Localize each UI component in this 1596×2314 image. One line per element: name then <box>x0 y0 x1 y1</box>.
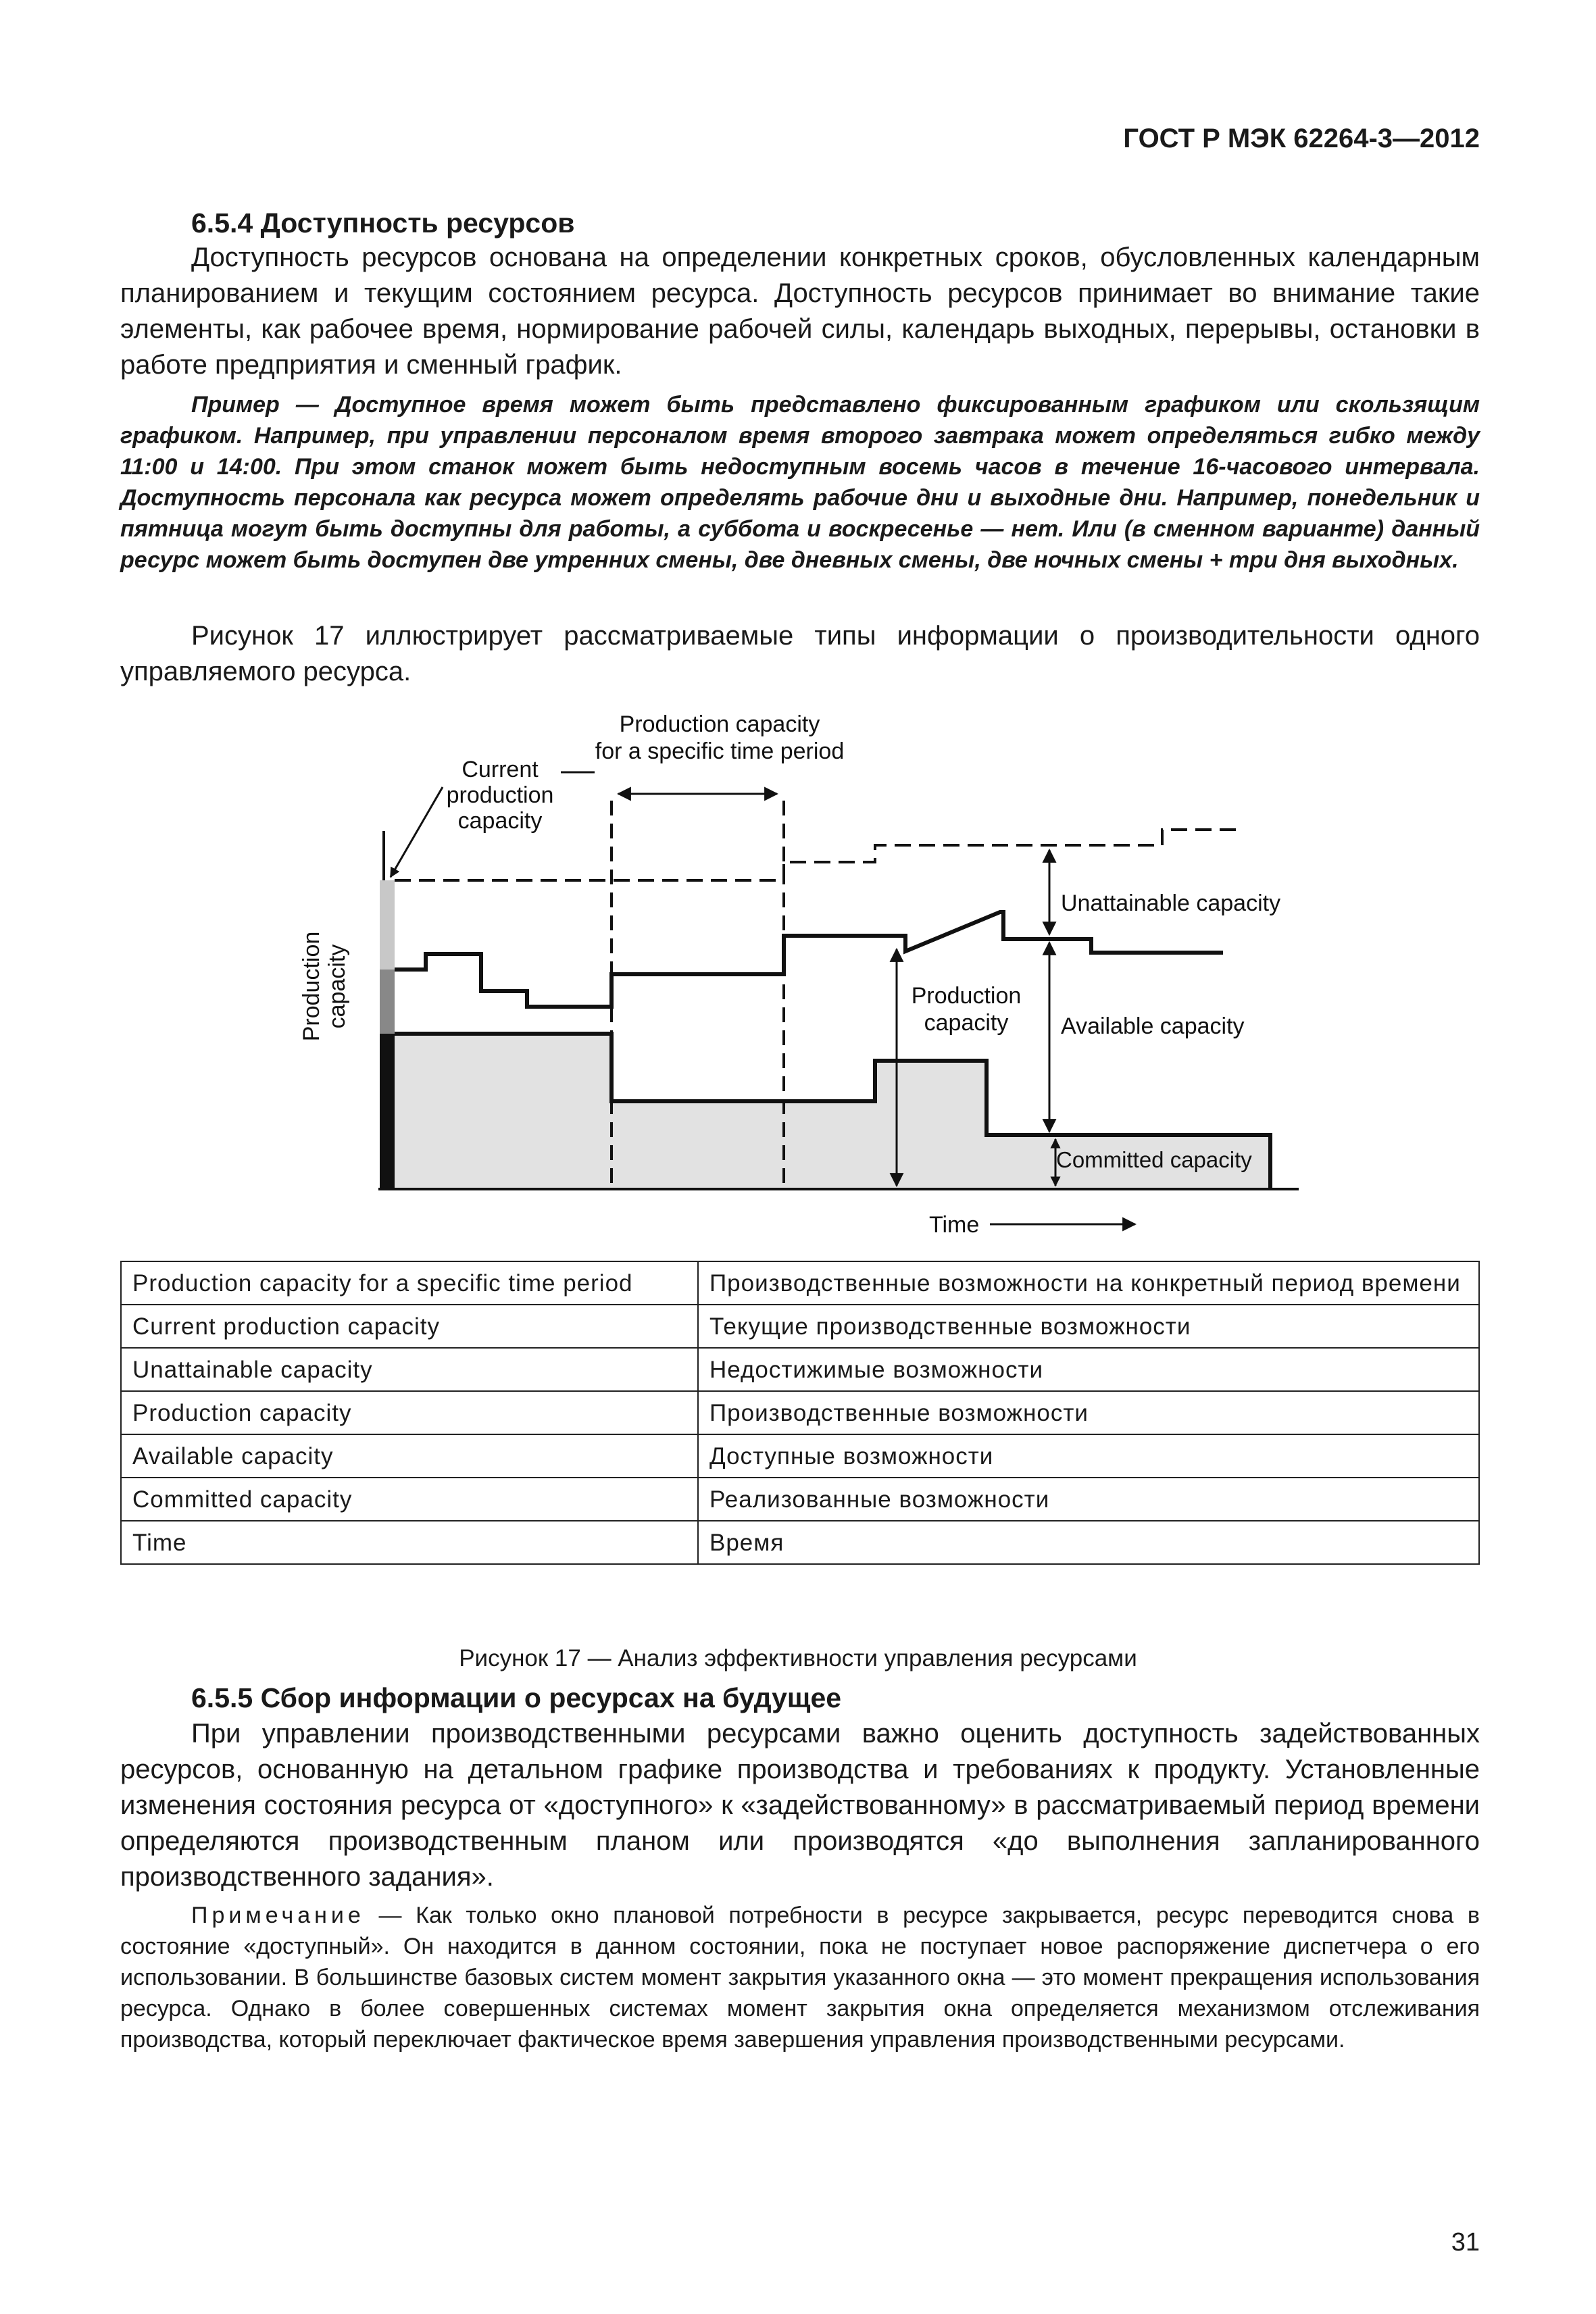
table-cell-en: Production capacity <box>121 1391 698 1434</box>
table-cell-en: Current production capacity <box>121 1305 698 1348</box>
figure-intro-paragraph: Рисунок 17 иллюстрирует рассматриваемые типы информации о производительности одного управляемого ресурса. <box>120 621 1480 686</box>
section-655-heading: 6.5.5 Сбор информации о ресурсах на будущее <box>191 1682 842 1713</box>
note-label: Примечание <box>191 1903 365 1928</box>
note-paragraph <box>120 1900 1480 2055</box>
table-row <box>121 1391 1479 1434</box>
available-capacity-line <box>395 912 1223 1007</box>
label-time: Time <box>929 1212 980 1238</box>
label-yaxis-line2: capacity <box>324 944 350 1029</box>
table-cell-ru: Недостижимые возможности <box>698 1348 1479 1391</box>
label-available: Available capacity <box>1061 1013 1245 1039</box>
label-yaxis-line1: Production <box>299 931 324 1042</box>
table-cell-ru: Текущие производственные возможности <box>698 1305 1479 1348</box>
table-row <box>121 1434 1479 1478</box>
section-655-body: При управлении производственными ресурсами важно оценить доступность задействованных ресурсов, основанную на детальном графике производства и требованиях к продукту. Установленные изменения состояния ресурса от «доступного» к «задействованному» в рассматриваемый период времени определяются производственным планом или производятся «до выполнения запланированного производственного задания». <box>120 1719 1480 1892</box>
production-capacity-line <box>395 830 1243 880</box>
example-paragraph: Пример — Доступное время может быть представлено фиксированным графиком или скользящим графиком. Например, при управлении персоналом время второго завтрака может определяться гибко между 11:00 и 14:00. При этом станок может быть недоступным восемь часов в течение 16-часового интервала. Доступность персонала как ресурса может определять рабочие дни и выходные дни. Например, понедельник и пятница могут быть доступны для работы, а суббота и воскресенье — нет. Или (в сменном варианте) данный ресурс может быть доступен две утренних смены, две дневных смены, две ночных смены + три дня выходных. <box>120 392 1480 573</box>
section-654-heading: 6.5.4 Доступность ресурсов <box>191 207 575 238</box>
note-body: — Как только окно плановой потребности в ресурсе закрывается, ресурс переводится снова в состояние «доступный». Он находится в данном состоянии, пока не поступает новое распоряжение диспетчера о его использовании. В большинстве базовых систем момент закрытия указанного окна — это момент прекращения использования ресурса. Однако в более совершенных системах момент закрытия окна определяется механизмом отслеживания производства, который переключает фактическое время завершения управления производственными ресурсами. <box>120 1903 1480 2053</box>
section-654-body: Доступность ресурсов основана на определении конкретных сроков, обусловленных календарным планированием и текущим состоянием ресурса. Доступность ресурсов принимает во внимание такие элементы, как рабочее время, нормирование рабочей силы, календарь выходных, перерывы, остановки в работе предприятия и сменный график. <box>120 243 1480 380</box>
label-unattainable: Unattainable capacity <box>1061 890 1281 916</box>
table-row <box>121 1521 1479 1564</box>
table-cell-ru: Время <box>698 1521 1479 1564</box>
page-number: 31 <box>1451 2228 1480 2257</box>
table-cell-ru: Реализованные возможности <box>698 1478 1479 1521</box>
label-production-line2: capacity <box>924 1010 1009 1036</box>
table-row <box>121 1305 1479 1348</box>
label-committed: Committed capacity <box>1056 1147 1252 1172</box>
label-current-line1: Current <box>462 757 539 782</box>
table-cell-ru: Доступные возможности <box>698 1434 1479 1478</box>
label-production-line1: Production <box>911 983 1022 1009</box>
current-leader <box>391 787 443 877</box>
label-period-line1: Production capacity <box>619 711 820 737</box>
current-bar-unattainable <box>380 880 395 970</box>
label-period-line2: for a specific time period <box>595 738 845 764</box>
table-cell-en: Unattainable capacity <box>121 1348 698 1391</box>
table-cell-en: Production capacity for a specific time period <box>121 1261 698 1305</box>
table-cell-en: Available capacity <box>121 1434 698 1478</box>
table-row <box>121 1478 1479 1521</box>
current-bar-committed <box>380 1034 395 1189</box>
label-current-line2: production <box>446 782 554 808</box>
table-cell-ru: Производственные возможности на конкретный период времени <box>698 1261 1479 1305</box>
glossary-table <box>120 1261 1480 1565</box>
table-cell-en: Time <box>121 1521 698 1564</box>
table-row <box>121 1261 1479 1305</box>
figure-caption: Рисунок 17 — Анализ эффективности управления ресурсами <box>459 1645 1137 1671</box>
document-header: ГОСТ Р МЭК 62264-3—2012 <box>1123 124 1480 153</box>
table-row <box>121 1348 1479 1391</box>
current-bar-available <box>380 970 395 1034</box>
table-cell-ru: Производственные возможности <box>698 1391 1479 1434</box>
label-current-line3: capacity <box>457 808 543 834</box>
table-cell-en: Committed capacity <box>121 1478 698 1521</box>
